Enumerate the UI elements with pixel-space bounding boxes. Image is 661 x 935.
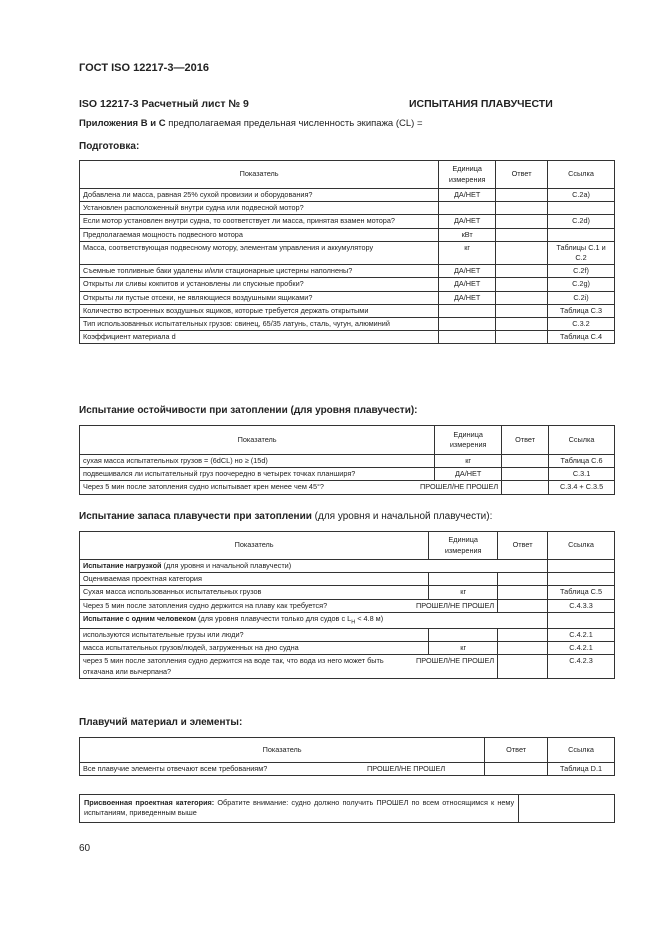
row-unit: ДА/НЕТ [439,278,496,291]
answer-cell[interactable] [498,642,548,655]
row-ref: Таблица С.6 [549,455,615,468]
answer-cell[interactable] [496,265,548,278]
answer-cell[interactable] [502,455,549,468]
row-indicator: Через 5 мин после затопления судно испытывает крен менее чем 45°? [83,482,324,492]
section-buoyancy-material-title: Плавучий материал и элементы: [79,717,243,728]
table-row [80,265,615,278]
answer-cell[interactable] [502,481,549,494]
answer-cell[interactable] [496,202,548,215]
row-indicator: Предполагаемая мощность подвесного мотора [80,228,439,241]
row-indicator: Через 5 мин после затопления судно держится на плаву как требуется? [83,600,328,610]
table-row [80,331,615,344]
col-indicator: Показатель [80,426,435,455]
col-indicator: Показатель [80,532,429,560]
table-row [80,655,615,678]
row-unit: кг [435,455,502,468]
reserve-title-rest: (для уровня и начальной плавучести): [311,511,493,522]
table-row [80,642,615,655]
table-row [80,628,615,641]
table-row [80,599,615,612]
row-ref: С.2a) [548,189,615,202]
table-row [80,202,615,215]
row-indicator: Тип использованных испытательных грузов: свинец, 65/35 латунь, сталь, чугун, алюминий [80,318,439,331]
section-stability-title: Испытание остойчивости при затоплении (для уровня плавучести): [79,405,418,416]
reserve-title-bold: Испытание запаса плавучести при затоплении [79,511,312,522]
table-row [80,215,615,228]
section-reserve-title [79,511,492,522]
row-status: ПРОШЕЛ/НЕ ПРОШЕЛ [416,656,495,666]
table-row [80,468,615,481]
row-ref: Таблица С.5 [548,586,615,599]
row-indicator [80,481,502,494]
row-ref: С.4.2.3 [548,655,615,678]
row-unit [429,628,498,641]
row-ref: С.3.2 [548,318,615,331]
answer-cell[interactable] [498,586,548,599]
table-row [80,318,615,331]
row-ref: С.3.1 [549,468,615,481]
row-ref: С.2i) [548,291,615,304]
col-indicator: Показатель [80,738,485,763]
answer-cell[interactable] [496,278,548,291]
row-unit: кВт [439,228,496,241]
stability-table [79,425,615,495]
row-ref: Таблица С.3 [548,304,615,317]
row-unit: кг [439,241,496,264]
section-preparation-title: Подготовка: [79,141,140,152]
table-row [80,586,615,599]
table-row [80,481,615,494]
row-ref: С.4.3.3 [548,599,615,612]
col-unit: Единица измерения [439,161,496,189]
appendix-line [79,118,423,129]
row-unit: ДА/НЕТ [435,468,502,481]
row-indicator: Если мотор установлен внутри судна, то соответствует ли масса, принятая взамен мотора? [80,215,439,228]
row-unit: ДА/НЕТ [439,265,496,278]
row-indicator: через 5 мин после затопления судно держится на воде так, что вода из него может быть откачана или вычерпана? [83,656,384,676]
row-unit [429,573,498,586]
row-ref: Таблицы С.1 и С.2 [548,241,615,264]
table-row: Все плавучие элементы отвечают всем требованиям? ПРОШЕЛ/НЕ ПРОШЕЛ Таблица D.1 [80,763,615,776]
table-row [80,573,615,586]
row-indicator: Открыты ли сливы кокпитов и установлены ли спускные пробки? [80,278,439,291]
answer-cell[interactable] [496,215,548,228]
col-unit: Единица измерения [435,426,502,455]
row-status: ПРОШЕЛ/НЕ ПРОШЕЛ [420,482,499,492]
answer-cell[interactable] [496,331,548,344]
answer-cell[interactable] [502,468,549,481]
row-indicator: Оцениваемая проектная категория [80,573,429,586]
answer-cell[interactable] [498,599,548,612]
table-row [80,189,615,202]
col-ref: Ссылка [549,426,615,455]
subheader-load-test [80,560,615,573]
table-row [80,455,615,468]
assigned-category-label: Присвоенная проектная категория: Обратите внимание: судно должно получить ПРОШЕЛ по всем относящимся к нему испытаниям, приведенным выше [80,795,519,823]
col-answer: Ответ [498,532,548,560]
answer-cell[interactable] [496,189,548,202]
row-ref [548,202,615,215]
row-indicator: сухая масса испытательных грузов = (6dCL) но ≥ (15d) [80,455,435,468]
row-unit: кг [429,586,498,599]
appendix-text: предполагаемая предельная численность экипажа (CL) = [165,118,423,129]
row-unit: ДА/НЕТ [439,291,496,304]
load-test-label: Испытание нагрузкой (для уровня и начальной плавучести) [80,560,548,573]
row-ref [548,573,615,586]
col-ref: Ссылка [548,532,615,560]
col-ref: Ссылка [548,738,615,763]
row-unit: ДА/НЕТ [439,215,496,228]
row-ref: С.2f) [548,265,615,278]
row-indicator: Сухая масса использованных испытательных грузов [80,586,429,599]
row-unit [439,318,496,331]
row-ref: С.2d) [548,215,615,228]
row-indicator [80,655,498,678]
row-indicator: Коэффициент материала d [80,331,439,344]
table-row [80,278,615,291]
one-person-label: Испытание с одним человеком (для уровня плавучести только для судов с $L_H < 4.8$ м) [80,612,548,628]
test-title: ИСПЫТАНИЯ ПЛАВУЧЕСТИ [409,98,553,110]
answer-cell[interactable] [485,763,548,776]
row-unit [439,331,496,344]
col-indicator: Показатель [80,161,439,189]
answer-cell[interactable] [496,304,548,317]
row-unit [439,304,496,317]
table-row [80,228,615,241]
standard-code: ГОСТ ISO 12217-3—2016 [79,62,209,74]
row-unit: ДА/НЕТ [439,189,496,202]
table-row [80,241,615,264]
answer-cell[interactable] [498,628,548,641]
answer-cell[interactable] [498,573,548,586]
page-number: 60 [79,843,91,854]
row-unit: кг [429,642,498,655]
row-indicator: Установлен расположенный внутри судна или подвесной мотор? [80,202,439,215]
col-answer: Ответ [496,161,548,189]
material-table [79,737,615,776]
appendix-label: Приложения В и С [79,118,166,129]
answer-cell[interactable] [498,655,548,678]
row-ref [548,228,615,241]
row-ref: С.3.4 + С.3.5 [549,481,615,494]
preparation-table [79,160,615,344]
row-indicator: Количество встроенных воздушных ящиков, которые требуется держать открытыми [80,304,439,317]
row-ref: С.2g) [548,278,615,291]
sheet-title: ISO 12217-3 Расчетный лист № 9 [79,98,249,110]
table-row [80,291,615,304]
col-answer: Ответ [502,426,549,455]
row-indicator: Открыты ли пустые отсеки, не являющиеся воздушными ящиками? [80,291,439,304]
assigned-category-value[interactable] [519,795,615,823]
answer-cell[interactable] [496,291,548,304]
table-row [80,304,615,317]
row-indicator: подвешивался ли испытательный груз поочередно в четырех точках планширя? [80,468,435,481]
row-ref: Таблица С.4 [548,331,615,344]
row-indicator: Съемные топливные баки удалены и/или стационарные цистерны наполнены? [80,265,439,278]
subheader-one-person [80,612,615,628]
col-unit: Единица измерения [429,532,498,560]
row-indicator: масса испытательных грузов/людей, загруженных на дно судна [80,642,429,655]
answer-cell[interactable] [496,318,548,331]
col-ref: Ссылка [548,161,615,189]
row-status: ПРОШЕЛ/НЕ ПРОШЕЛ [416,600,495,610]
row-ref: С.4.2.1 [548,628,615,641]
reserve-table [79,531,615,679]
row-indicator: Добавлена ли масса, равная 25% сухой провизии и оборудования? [80,189,439,202]
row-indicator [80,599,498,612]
row-ref: С.4.2.1 [548,642,615,655]
row-indicator: Масса, соответствующая подвесному мотору, элементам управления и аккумулятору [80,241,439,264]
assigned-category-table [79,794,615,823]
row-unit [439,202,496,215]
row-indicator: используются испытательные грузы или люди? [80,628,429,641]
answer-cell[interactable] [496,241,548,264]
col-answer: Ответ [485,738,548,763]
answer-cell[interactable] [496,228,548,241]
